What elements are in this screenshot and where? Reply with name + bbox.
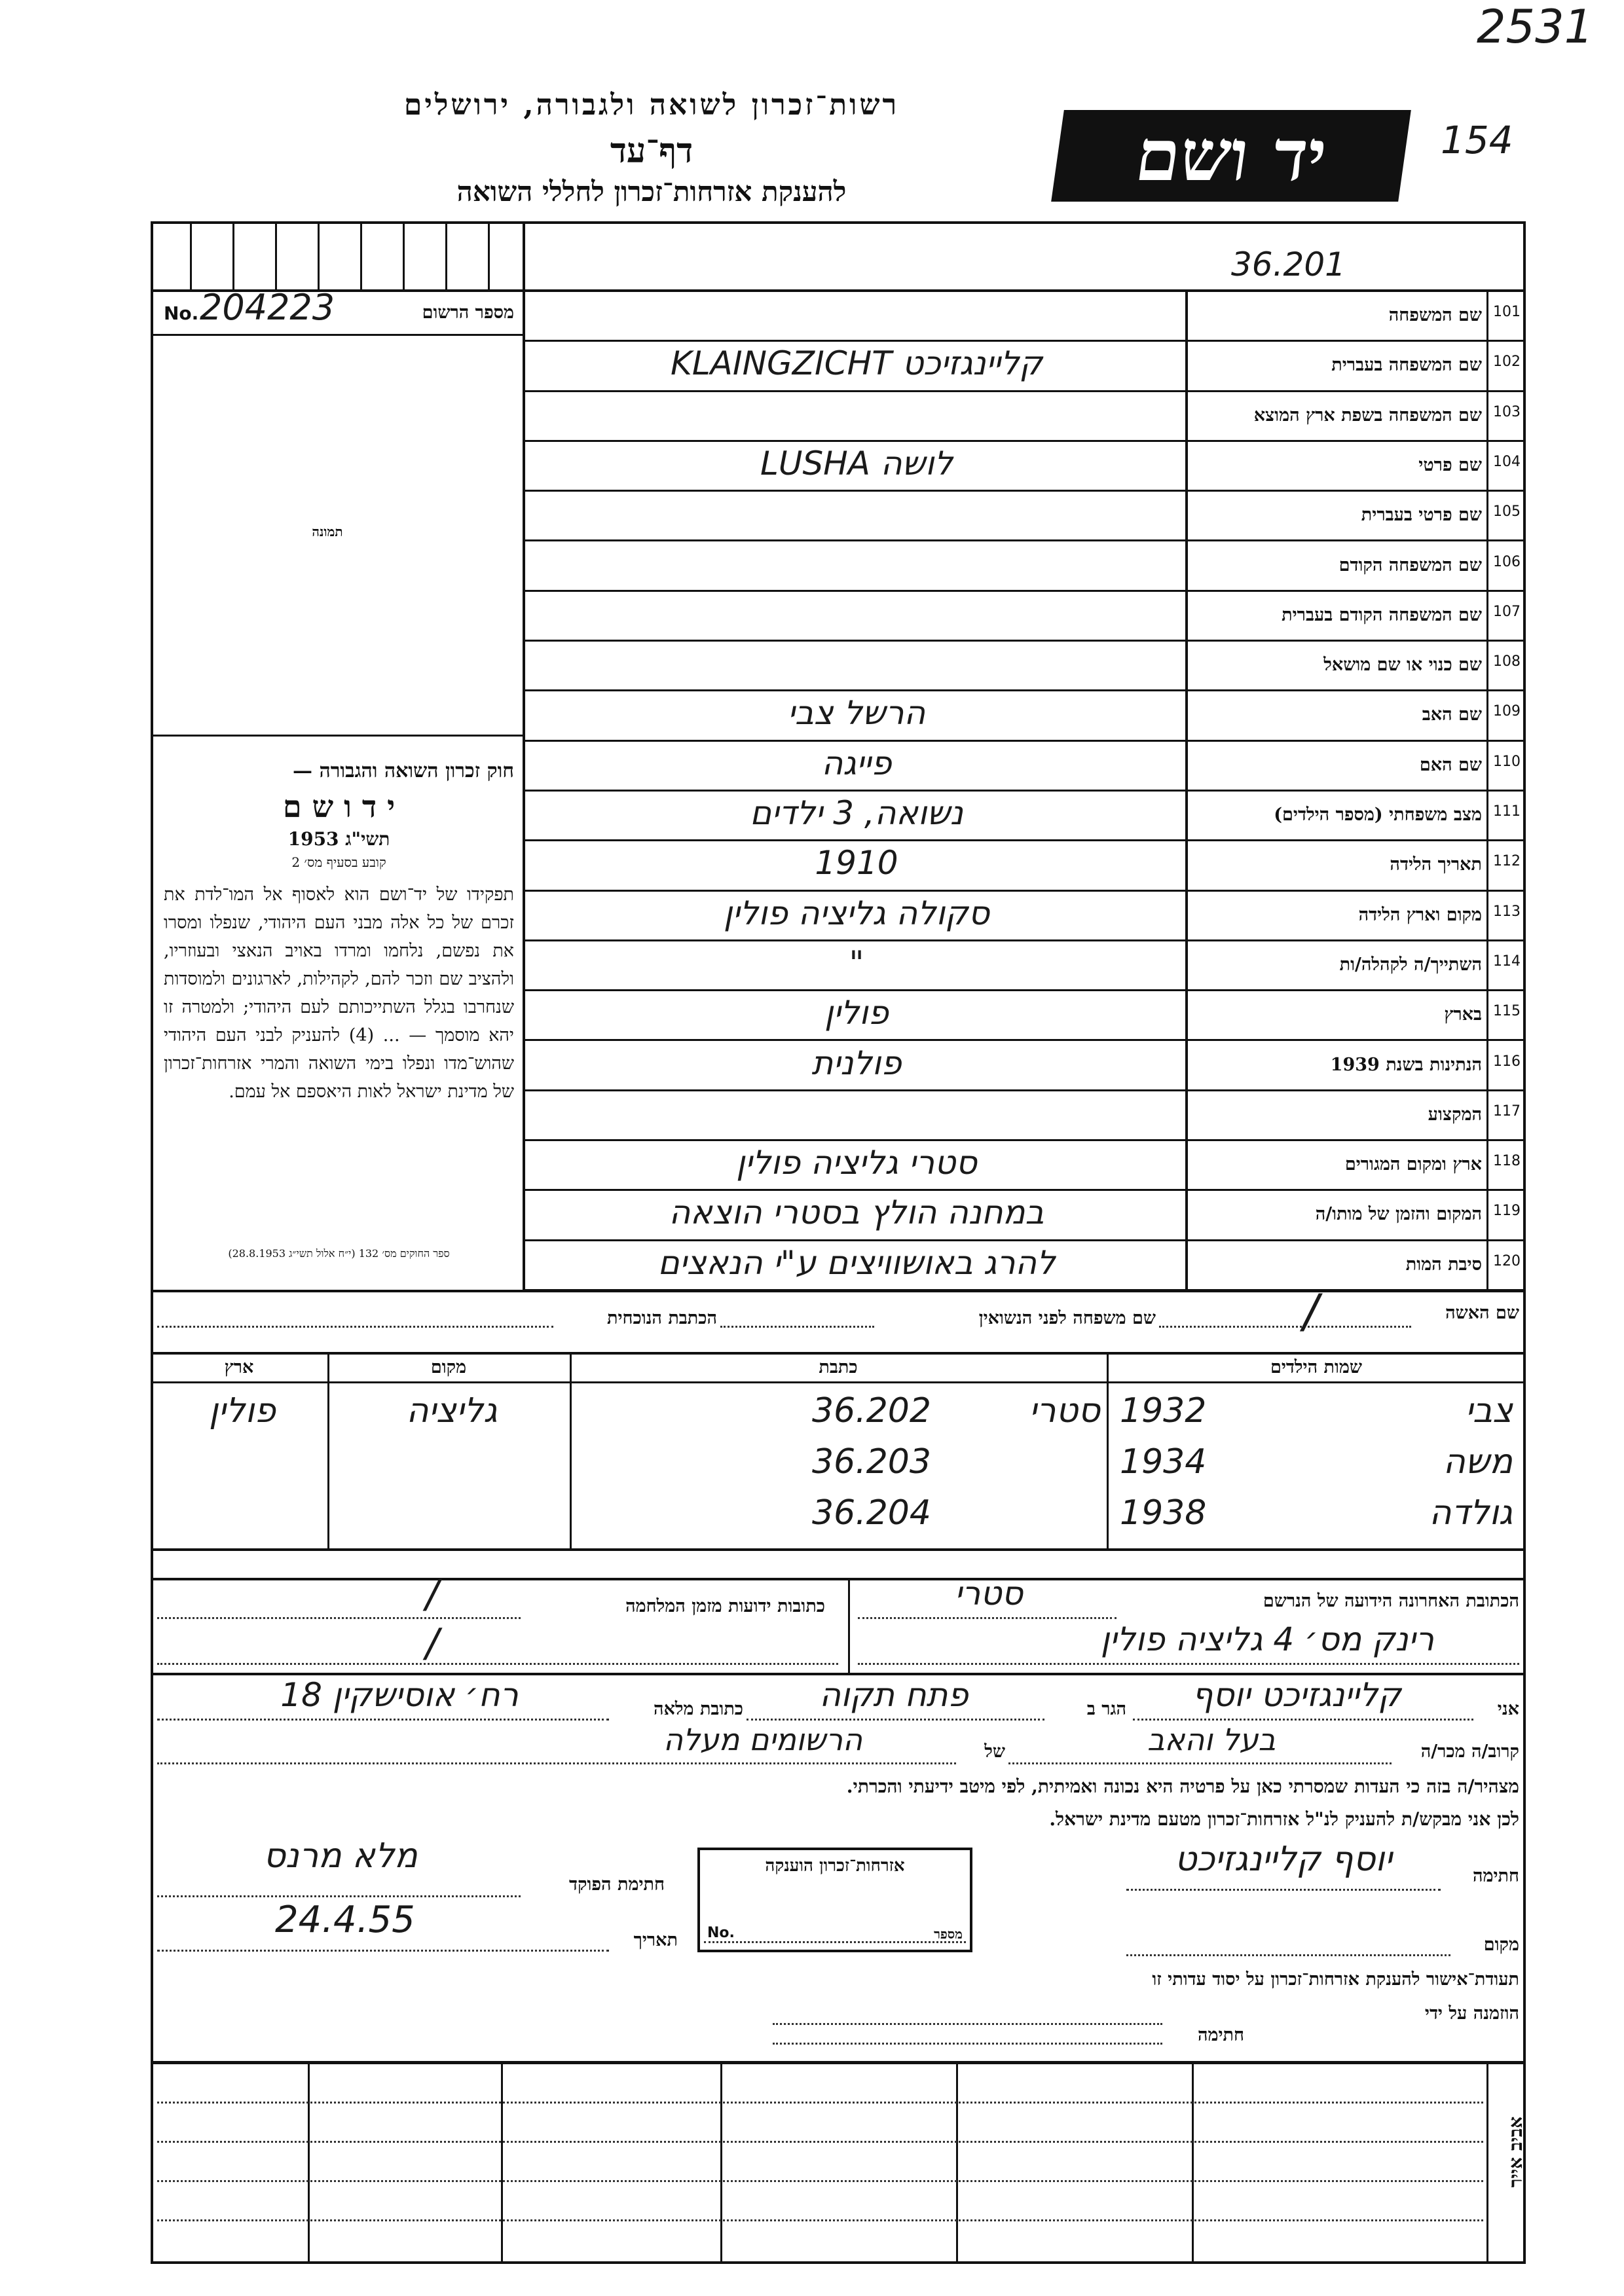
of-label: של	[984, 1741, 1005, 1762]
lives-in-label: הגר ב	[1086, 1699, 1126, 1719]
child-record-code: 36.204	[812, 1493, 931, 1533]
declarant-name[interactable]: קליינגזיכט יוסף	[1192, 1676, 1401, 1714]
bottom-stamp: אביב אייר	[1505, 2116, 1526, 2188]
field-label: המקצוע	[1428, 1104, 1482, 1125]
declarant-city[interactable]: פתח תקוה	[819, 1676, 969, 1714]
field-row	[523, 892, 1526, 941]
children-header-country: ארץ	[224, 1357, 254, 1377]
field-label: שם המשפחה בעברית	[1331, 355, 1482, 376]
field-number: 104	[1493, 453, 1521, 470]
box-number-label: מספר	[934, 1926, 963, 1942]
child-birth-year[interactable]: 1932	[1120, 1391, 1207, 1430]
war-address-value1[interactable]: /	[426, 1571, 439, 1617]
field-row	[523, 1241, 1526, 1291]
declaration-line2: לכן אני מבקש/ת להעניק לנ"ל אזרחות־זכרון מטעם מדינת ישראל.	[1049, 1808, 1519, 1830]
field-row	[523, 792, 1526, 841]
field-row	[523, 342, 1526, 392]
field-label: שם המשפחה הקודם	[1338, 555, 1482, 575]
of-value[interactable]: הרשומים מעלה	[663, 1722, 863, 1757]
field-label: מקום וארץ הלידה	[1358, 904, 1482, 925]
field-number: 113	[1493, 903, 1521, 920]
field-label: מצב משפחתי (מספר הילדים)	[1274, 805, 1482, 825]
signature-label: חתימה	[1472, 1866, 1519, 1886]
field-number: 118	[1493, 1153, 1521, 1170]
yad-vashem-logo: יד ושם	[1051, 110, 1411, 202]
field-value[interactable]: להרג באושוויצים ע"י הנאצים	[657, 1243, 1056, 1282]
law-year: תשי"ג 1953	[287, 828, 390, 850]
date-value[interactable]: 24.4.55	[275, 1899, 415, 1941]
field-number: 117	[1493, 1102, 1521, 1120]
field-number: 109	[1493, 703, 1521, 720]
field-number: 110	[1493, 753, 1521, 770]
field-label: שם האב	[1422, 704, 1482, 725]
field-label: שם המשפחה בשפת ארץ המוצא	[1253, 405, 1482, 426]
field-number: 101	[1493, 304, 1521, 320]
child-name[interactable]: גולדה	[1429, 1493, 1513, 1533]
certificate-line1: תעודת־אישור להענקת אזרחות־זכרון על יסוד עדותי זו	[1152, 1969, 1519, 1990]
field-label: שם כנוי או שם מושאל	[1323, 655, 1482, 676]
header-line3: להענקת אזרחות־זכרון לחללי השואה	[456, 175, 847, 208]
field-number: 105	[1493, 503, 1521, 520]
field-label: ארץ ומקום המגורים	[1344, 1154, 1482, 1175]
field-value[interactable]: במחנה הולץ בסטרי הוצאה	[669, 1194, 1044, 1232]
field-value[interactable]: הרשל צבי	[787, 694, 926, 733]
law-title: חוק זכרון השואה והגבורה —	[293, 759, 514, 782]
maiden-name-label: שם משפחה לפני הנשואין	[978, 1308, 1156, 1328]
field-number: 120	[1493, 1252, 1521, 1269]
field-row	[523, 292, 1526, 342]
photo-label: תמונה	[312, 524, 343, 539]
field-row	[523, 492, 1526, 541]
field-row	[523, 592, 1526, 642]
field-label: שם פרטי בעברית	[1361, 505, 1482, 526]
current-address-label: הכתבת הנוכחית	[606, 1308, 717, 1328]
field-number: 111	[1493, 803, 1521, 820]
law-clause: קובע בסעיף מס׳ 2	[291, 854, 386, 870]
field-row	[523, 941, 1526, 991]
field-label: שם פרטי	[1418, 454, 1482, 475]
registry-prefix: No.	[164, 302, 199, 324]
registry-label: מספר הרשום	[422, 302, 514, 323]
field-number: 107	[1493, 603, 1521, 620]
certificate-signature-label: חתימה	[1197, 2025, 1244, 2045]
field-row	[523, 642, 1526, 691]
certificate-line2: הוזמנה על ידי	[1424, 2003, 1519, 2024]
field-row	[523, 542, 1526, 592]
wife-label: שם האשה	[1445, 1303, 1519, 1323]
field-row	[523, 841, 1526, 891]
registry-number[interactable]: 204223	[200, 287, 335, 328]
field-row	[523, 1042, 1526, 1091]
field-value[interactable]: 1910	[815, 844, 898, 883]
field-value[interactable]: לושה LUSHA	[760, 444, 953, 483]
side-number: 154	[1441, 118, 1513, 162]
field-number: 116	[1493, 1053, 1521, 1070]
field-number: 114	[1493, 953, 1521, 970]
declarant-address[interactable]: רח׳ אוסישקין 18	[280, 1676, 519, 1714]
field-number: 106	[1493, 553, 1521, 570]
wife-value[interactable]: /	[1303, 1285, 1319, 1338]
officer-signature-label: חתימת הפוקד	[569, 1874, 665, 1895]
last-address-value2[interactable]: רינק מס׳ 4 גליציה פולין	[1100, 1620, 1434, 1658]
officer-signature[interactable]: מלא מרנס	[263, 1836, 418, 1876]
law-footnote: ספר החוקים מס׳ 132 (י״ח אלול תשי״ג 28.8.1953)	[228, 1247, 450, 1260]
corner-number: 2531	[1477, 0, 1594, 54]
field-label: הנתינות בשנת 1939	[1330, 1054, 1482, 1075]
file-code: 36.201	[1231, 246, 1346, 283]
box-number-prefix: No.	[707, 1925, 735, 1941]
war-address-label: כתובות ידועות מזמן המלחמה	[625, 1596, 825, 1616]
field-label: שם המשפחה הקודם בעברית	[1282, 604, 1482, 625]
place-label: מקום	[1483, 1935, 1519, 1955]
header-line1: רשות־זכרון לשואה ולגבורה, ירושלים	[403, 88, 900, 122]
child-place[interactable]: גליציה	[406, 1391, 498, 1430]
field-label: השתייך/ה לקהלה/ות	[1339, 954, 1482, 975]
date-label: תאריך	[633, 1930, 678, 1950]
child-country[interactable]: פולין	[209, 1391, 276, 1430]
field-value[interactable]: סקולה גליציה פולין	[723, 894, 990, 932]
field-number: 119	[1493, 1203, 1521, 1220]
field-row	[523, 1091, 1526, 1141]
field-label: בארץ	[1444, 1004, 1482, 1025]
child-record-code: 36.202	[812, 1391, 931, 1430]
field-value[interactable]: קליינגזיכט KLAINGZICHT	[671, 344, 1043, 383]
child-record-code: 36.203	[812, 1442, 931, 1482]
law-body: תפקידו של יד־ושם הוא לאסוף אל המו־לדת את זכרם של כל אלה מבני העם היהודי, שנפלו ומסרו את נפשם, נלחמו ומרדו באויב הנאצי ובעוזריו, ולהציב שם וזכר להם, לקהילות, לארגונים ולמוסדות שנחרבו בגלל השתייכותם לעם היהודי; ולמטרה זו יהא מוסמך — ... (4) להעניק לבני העם היהודי שהוש־מדו ונפלו בימי השואה והמרי אזרחות־זכרון של מדינת ישראל לאות היאספם אל עמם.	[164, 884, 515, 1102]
child-address[interactable]: סטרי	[1029, 1391, 1100, 1430]
field-number: 108	[1493, 653, 1521, 670]
declarant-relation[interactable]: בעל והאב	[1147, 1722, 1276, 1757]
field-value[interactable]: פולנית	[811, 1044, 902, 1082]
field-value[interactable]: פייגה	[821, 744, 892, 782]
field-label: שם האם	[1419, 754, 1482, 775]
form-title: דף־עד	[610, 131, 693, 171]
field-row	[523, 442, 1526, 492]
declarant-i-label: אני	[1497, 1699, 1519, 1719]
law-name: י ד ו ש ם	[282, 789, 396, 824]
field-row	[523, 691, 1526, 741]
children-header-address: כתבת	[819, 1357, 858, 1377]
full-address-label: כתובת מלאה	[654, 1699, 743, 1719]
child-birth-year[interactable]: 1938	[1120, 1493, 1207, 1533]
field-label: שם המשפחה	[1388, 305, 1482, 325]
children-header-place: מקום	[430, 1357, 467, 1377]
relative-label: קרוב/ה מכר/ה	[1420, 1741, 1519, 1762]
field-value[interactable]: "	[849, 943, 864, 982]
declarant-signature[interactable]: יוסף קליינגזיכט	[1174, 1840, 1393, 1879]
field-label: המקום והזמן של מותו/ה	[1315, 1204, 1482, 1225]
field-number: 103	[1493, 403, 1521, 420]
last-address-label: הכתובת האחרונה הידועה של הנרשם	[1263, 1591, 1519, 1611]
field-row	[523, 1141, 1526, 1191]
war-address-value2[interactable]: /	[426, 1620, 439, 1666]
field-row	[523, 991, 1526, 1041]
field-row	[523, 1191, 1526, 1241]
declaration-line1: מצהיר/ה בזה כי העדות שמסרתי כאן על פרטיה היא נכונה ואמיתית, לפי מיטב ידיעתי והכרתי.	[846, 1776, 1519, 1797]
child-name[interactable]: משה	[1443, 1442, 1513, 1482]
field-number: 102	[1493, 354, 1521, 371]
field-label: תאריך הלידה	[1390, 854, 1482, 875]
child-birth-year[interactable]: 1934	[1120, 1442, 1207, 1482]
field-value[interactable]: פולין	[824, 994, 889, 1032]
field-number: 115	[1493, 1003, 1521, 1020]
field-number: 112	[1493, 853, 1521, 870]
field-value[interactable]: סטרי גליציה פולין	[736, 1144, 977, 1182]
field-label: סיבת המות	[1405, 1254, 1482, 1275]
citizenship-granted-title: אזרחות־זכרון הוענקה	[765, 1856, 905, 1876]
last-address-value1[interactable]: סטרי	[954, 1575, 1024, 1613]
children-header-names: שמות הילדים	[1270, 1357, 1363, 1377]
child-name[interactable]: צבי	[1465, 1391, 1513, 1430]
field-row	[523, 392, 1526, 442]
field-value[interactable]: נשואה, 3 ילדים	[750, 794, 963, 832]
field-row	[523, 742, 1526, 792]
